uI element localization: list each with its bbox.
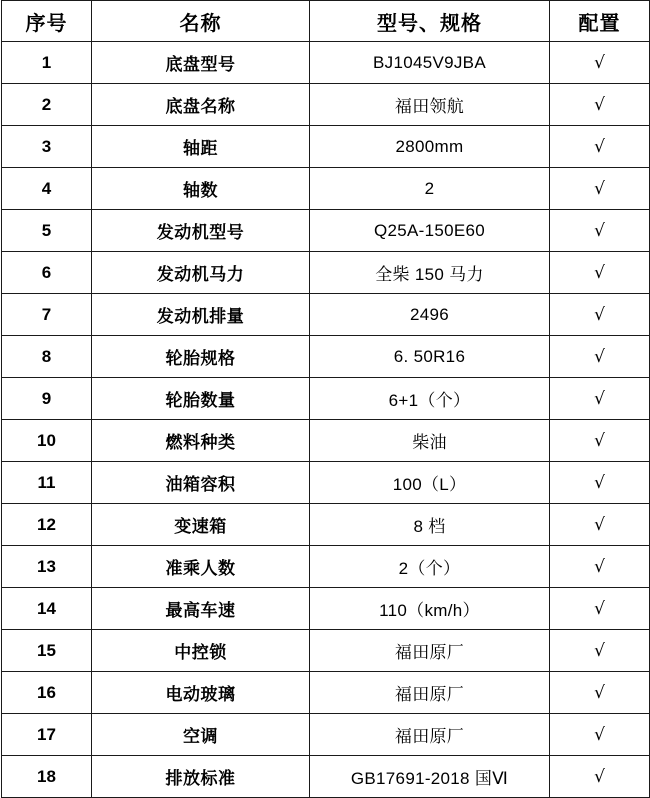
cell-index: 1 <box>2 42 92 84</box>
cell-index: 11 <box>2 462 92 504</box>
cell-model: 8 档 <box>310 504 550 546</box>
cell-index: 18 <box>2 756 92 798</box>
table-row <box>2 588 650 630</box>
cell-name: 油箱容积 <box>92 462 310 504</box>
column-header-model: 型号、规格 <box>310 1 550 42</box>
check-icon: √ <box>594 304 605 325</box>
cell-name: 燃料种类 <box>92 420 310 462</box>
cell-model: 柴油 <box>310 420 550 462</box>
cell-model: 2 <box>310 168 550 210</box>
cell-config <box>550 126 650 168</box>
check-icon: √ <box>594 262 605 283</box>
table-header-row <box>2 1 650 42</box>
check-icon: √ <box>594 598 605 619</box>
cell-index: 10 <box>2 420 92 462</box>
cell-model: GB17691-2018 国Ⅵ <box>310 756 550 798</box>
cell-model: 福田原厂 <box>310 714 550 756</box>
cell-name: 电动玻璃 <box>92 672 310 714</box>
cell-index: 17 <box>2 714 92 756</box>
cell-name: 发动机排量 <box>92 294 310 336</box>
cell-index: 12 <box>2 504 92 546</box>
table-body <box>2 42 650 798</box>
cell-model: Q25A-150E60 <box>310 210 550 252</box>
cell-config <box>550 504 650 546</box>
cell-index: 14 <box>2 588 92 630</box>
check-icon: √ <box>594 52 605 73</box>
cell-name: 底盘型号 <box>92 42 310 84</box>
table-row <box>2 42 650 84</box>
check-icon: √ <box>594 178 605 199</box>
check-icon: √ <box>594 472 605 493</box>
cell-config <box>550 630 650 672</box>
cell-config <box>550 462 650 504</box>
cell-model: 2496 <box>310 294 550 336</box>
cell-model: 6+1（个） <box>310 378 550 420</box>
cell-index: 4 <box>2 168 92 210</box>
table-row <box>2 210 650 252</box>
cell-model: 福田原厂 <box>310 672 550 714</box>
check-icon: √ <box>594 640 605 661</box>
column-header-name: 名称 <box>92 1 310 42</box>
check-icon: √ <box>594 724 605 745</box>
cell-index: 7 <box>2 294 92 336</box>
check-icon: √ <box>594 346 605 367</box>
cell-name: 轴数 <box>92 168 310 210</box>
cell-index: 5 <box>2 210 92 252</box>
column-header-config: 配置 <box>550 1 650 42</box>
check-icon: √ <box>594 430 605 451</box>
cell-name: 变速箱 <box>92 504 310 546</box>
check-icon: √ <box>594 682 605 703</box>
table-row <box>2 756 650 798</box>
cell-config <box>550 714 650 756</box>
table-header <box>2 1 650 42</box>
cell-model: BJ1045V9JBA <box>310 42 550 84</box>
cell-model: 2800mm <box>310 126 550 168</box>
table-row <box>2 336 650 378</box>
cell-config <box>550 42 650 84</box>
cell-config <box>550 420 650 462</box>
cell-config <box>550 588 650 630</box>
table-row <box>2 294 650 336</box>
cell-name: 中控锁 <box>92 630 310 672</box>
cell-index: 9 <box>2 378 92 420</box>
cell-model: 福田原厂 <box>310 630 550 672</box>
table-row <box>2 672 650 714</box>
table-row <box>2 252 650 294</box>
table-row <box>2 84 650 126</box>
table-row <box>2 168 650 210</box>
cell-config <box>550 294 650 336</box>
cell-config <box>550 756 650 798</box>
cell-index: 13 <box>2 546 92 588</box>
cell-name: 空调 <box>92 714 310 756</box>
table-row <box>2 630 650 672</box>
cell-model: 6. 50R16 <box>310 336 550 378</box>
cell-name: 轮胎数量 <box>92 378 310 420</box>
cell-index: 3 <box>2 126 92 168</box>
column-header-index: 序号 <box>2 1 92 42</box>
cell-index: 6 <box>2 252 92 294</box>
cell-config <box>550 378 650 420</box>
cell-index: 2 <box>2 84 92 126</box>
cell-model: 2（个） <box>310 546 550 588</box>
cell-index: 15 <box>2 630 92 672</box>
cell-config <box>550 336 650 378</box>
cell-model: 福田领航 <box>310 84 550 126</box>
cell-name: 底盘名称 <box>92 84 310 126</box>
check-icon: √ <box>594 766 605 787</box>
check-icon: √ <box>594 94 605 115</box>
cell-index: 16 <box>2 672 92 714</box>
cell-index: 8 <box>2 336 92 378</box>
table-row <box>2 378 650 420</box>
table-row <box>2 714 650 756</box>
table-row <box>2 504 650 546</box>
cell-config <box>550 672 650 714</box>
check-icon: √ <box>594 220 605 241</box>
cell-config <box>550 210 650 252</box>
cell-name: 轴距 <box>92 126 310 168</box>
cell-name: 发动机型号 <box>92 210 310 252</box>
cell-name: 排放标准 <box>92 756 310 798</box>
cell-config <box>550 168 650 210</box>
vehicle-spec-table <box>1 0 650 798</box>
cell-config <box>550 252 650 294</box>
cell-model: 100（L） <box>310 462 550 504</box>
check-icon: √ <box>594 136 605 157</box>
table-row <box>2 462 650 504</box>
cell-name: 发动机马力 <box>92 252 310 294</box>
check-icon: √ <box>594 556 605 577</box>
table-row <box>2 126 650 168</box>
cell-name: 准乘人数 <box>92 546 310 588</box>
cell-model: 全柴 150 马力 <box>310 252 550 294</box>
table-row <box>2 420 650 462</box>
table-row <box>2 546 650 588</box>
cell-config <box>550 84 650 126</box>
cell-model: 110（km/h） <box>310 588 550 630</box>
cell-config <box>550 546 650 588</box>
check-icon: √ <box>594 388 605 409</box>
cell-name: 最高车速 <box>92 588 310 630</box>
cell-name: 轮胎规格 <box>92 336 310 378</box>
check-icon: √ <box>594 514 605 535</box>
